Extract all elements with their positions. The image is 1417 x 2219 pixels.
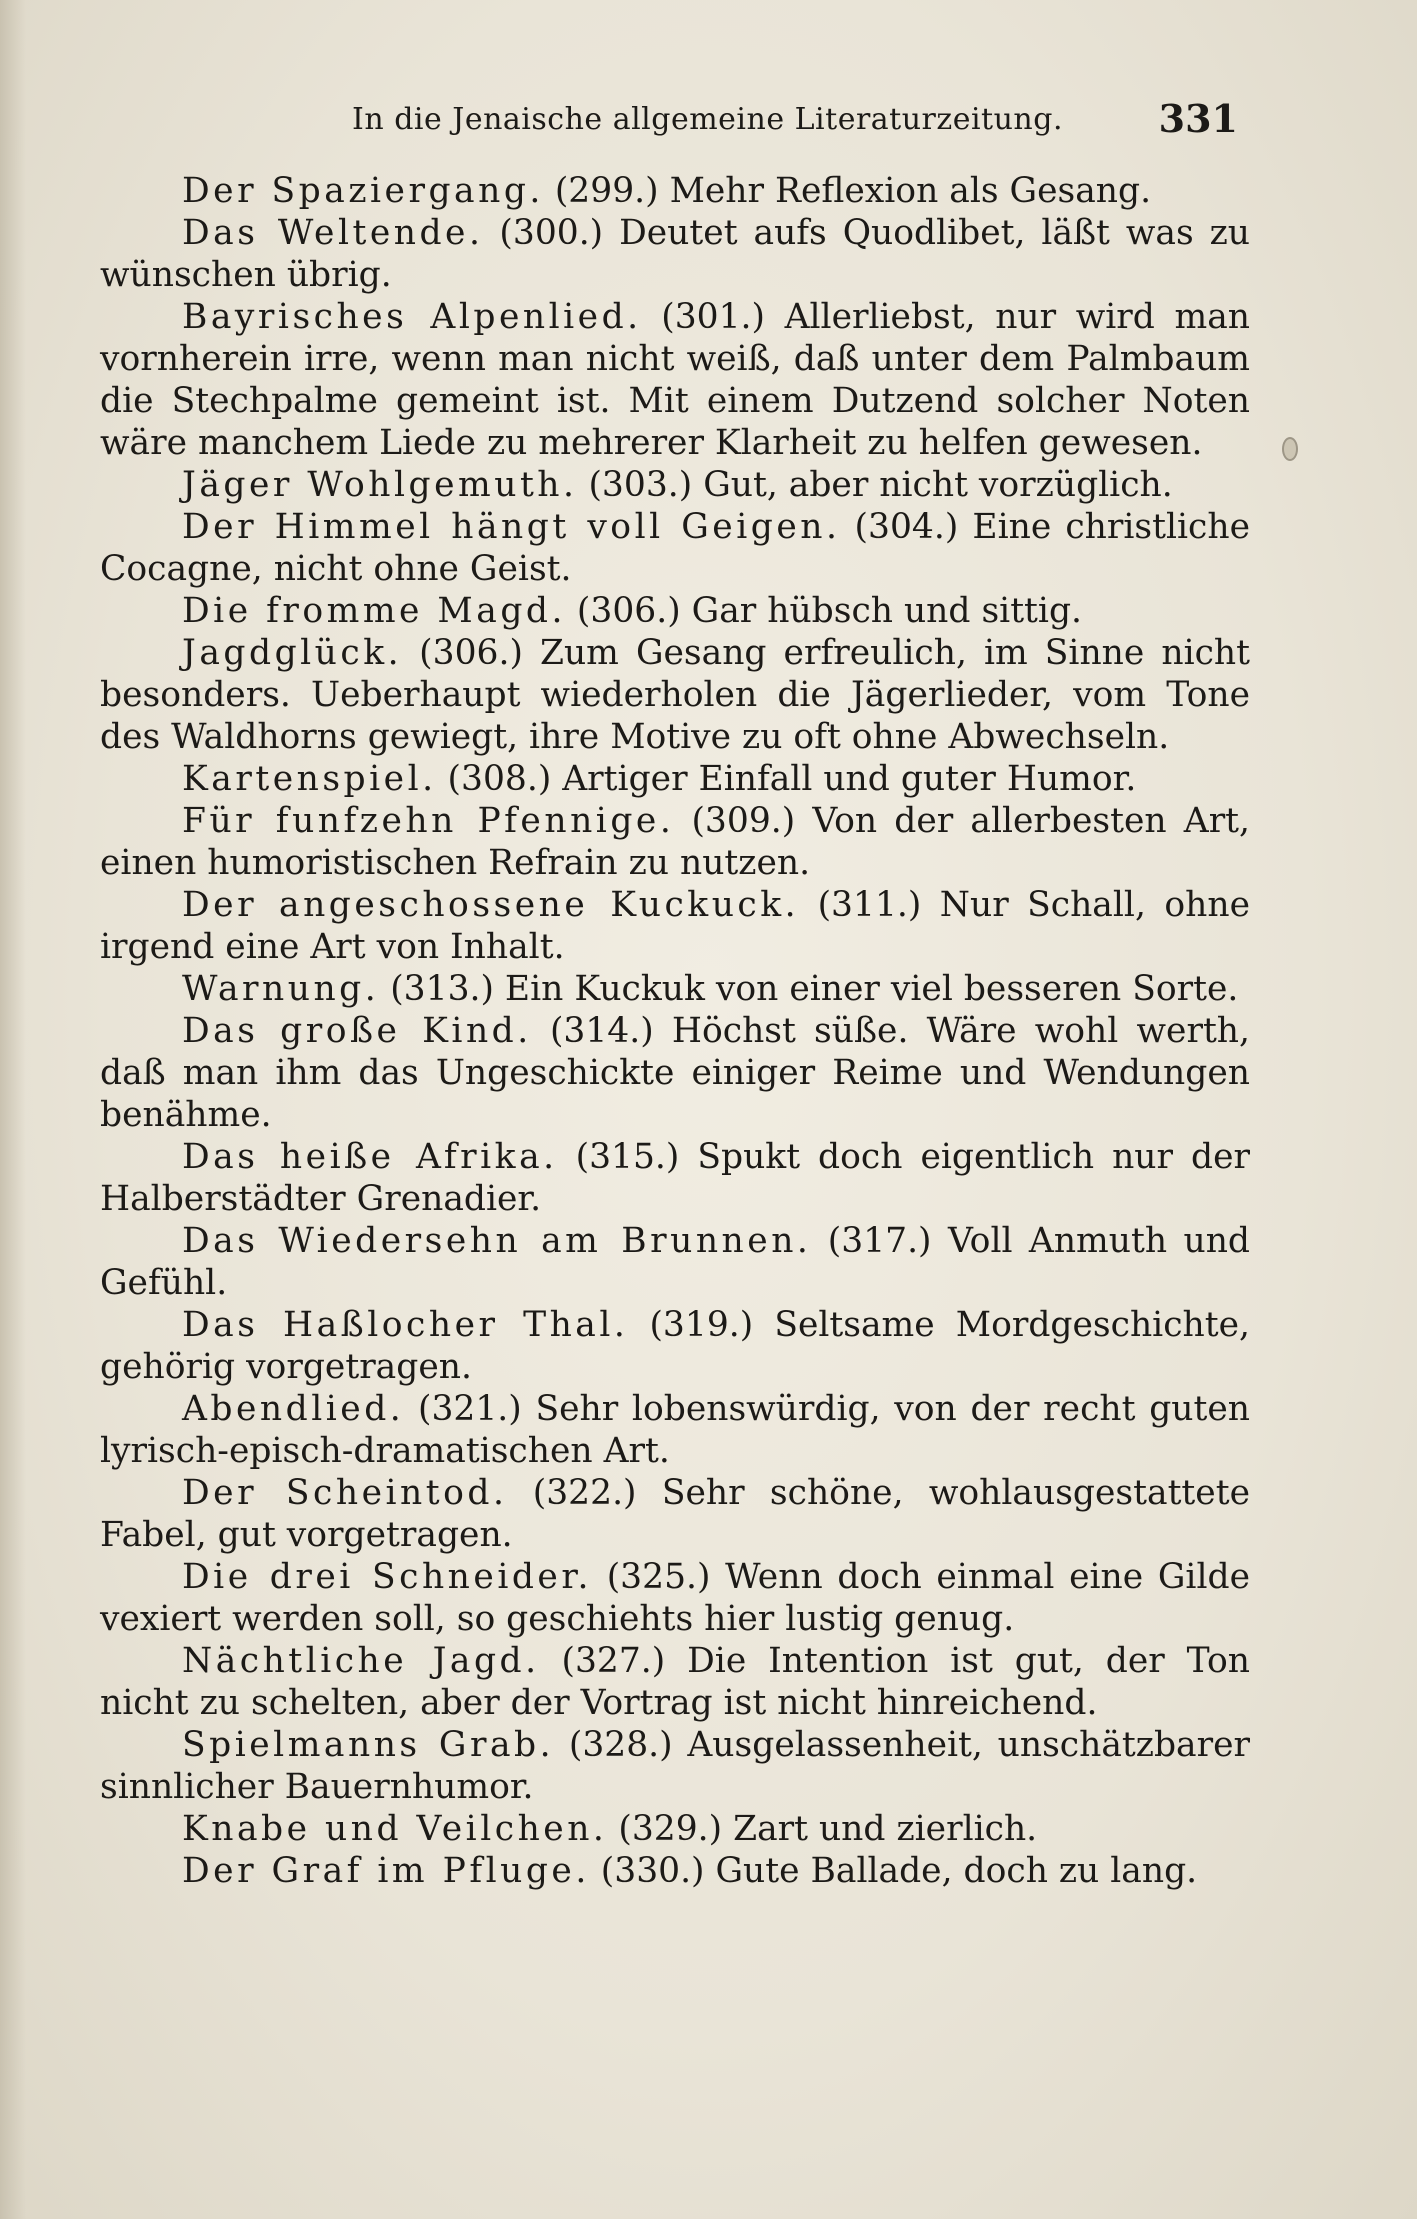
review-text: Allerliebst, nur wird man vornherein irre, wenn man nicht weiß, daß unter dem Palmbaum die Stechpalme gemeint ist. Mit einem Dutzend solcher Noten wäre manchem Liede zu mehrerer Klarheit zu helfen gewesen. xyxy=(100,297,1250,463)
page-reference: (303.) xyxy=(588,465,693,505)
page-number: 331 xyxy=(1158,96,1238,141)
review-entry xyxy=(100,1808,1250,1850)
page-reference: (321.) xyxy=(417,1389,522,1429)
review-text: Wenn doch einmal eine Gilde vexiert werden soll, so geschiehts hier lustig genug. xyxy=(100,1557,1250,1639)
poem-title: Das Wiedersehn am Brunnen. xyxy=(182,1221,812,1261)
review-entry xyxy=(100,1388,1250,1472)
page-reference: (327.) xyxy=(561,1641,666,1681)
page-reference: (301.) xyxy=(661,297,765,337)
poem-title: Kartenspiel. xyxy=(182,759,437,799)
ink-spot-mark xyxy=(1282,437,1298,461)
page-reference: (319.) xyxy=(649,1305,754,1345)
page-reference: (309.) xyxy=(691,801,796,841)
review-entry xyxy=(100,1556,1250,1640)
poem-title: Knabe und Veilchen. xyxy=(182,1809,608,1849)
review-entry xyxy=(100,632,1250,758)
page-reference: (306.) xyxy=(576,591,681,631)
review-text: Höchst süße. Wäre wohl werth, daß man ihm das Ungeschickte einiger Reime und Wendungen benähme. xyxy=(100,1011,1250,1135)
binding-shadow xyxy=(0,0,26,2219)
review-text: Mehr Reflexion als Gesang. xyxy=(669,171,1152,211)
poem-title: Warnung. xyxy=(182,969,380,1009)
review-text: Ein Kuckuk von einer viel besseren Sorte. xyxy=(504,969,1239,1009)
review-text: Artiger Einfall und guter Humor. xyxy=(562,759,1137,799)
page-reference: (322.) xyxy=(532,1473,637,1513)
page-reference: (308.) xyxy=(447,759,552,799)
review-text: Seltsame Mordgeschichte, gehörig vorgetragen. xyxy=(100,1305,1250,1387)
poem-title: Der Himmel hängt voll Geigen. xyxy=(182,507,841,547)
review-text: Die Intention ist gut, der Ton nicht zu schelten, aber der Vortrag ist nicht hinreichend. xyxy=(100,1641,1250,1723)
review-text: Deutet aufs Quodlibet, läßt was zu wünschen übrig. xyxy=(100,213,1251,295)
page-reference: (304.) xyxy=(854,507,959,547)
poem-title: Der Spaziergang. xyxy=(182,171,544,211)
page-reference: (314.) xyxy=(549,1011,654,1051)
poem-title: Spielmanns Grab. xyxy=(182,1725,555,1765)
review-entry xyxy=(100,212,1250,296)
review-text: Gute Ballade, doch zu lang. xyxy=(715,1851,1198,1891)
review-text: Ausgelassenheit, unschätzbarer sinnlicher Bauernhumor. xyxy=(100,1725,1251,1807)
review-text: Spukt doch eigentlich nur der Halberstädter Grenadier. xyxy=(100,1137,1251,1219)
poem-title: Das Weltende. xyxy=(182,213,484,253)
poem-title: Das Haßlocher Thal. xyxy=(182,1305,629,1345)
page-reference: (315.) xyxy=(575,1137,680,1177)
review-entry xyxy=(100,968,1250,1010)
review-text: Gar hübsch und sittig. xyxy=(691,591,1083,631)
running-title: In die Jenaische allgemeine Literaturzeitung. xyxy=(352,102,1063,137)
page-reference: (330.) xyxy=(600,1851,705,1891)
review-entry xyxy=(100,170,1250,212)
review-entry xyxy=(100,1640,1250,1724)
review-entry xyxy=(100,1850,1250,1892)
review-entry xyxy=(100,464,1250,506)
page-reference: (325.) xyxy=(606,1557,711,1597)
poem-title: Für funfzehn Pfennige. xyxy=(182,801,675,841)
review-text: Zum Gesang erfreulich, im Sinne nicht besonders. Ueberhaupt wiederholen die Jägerlieder, vom Tone des Waldhorns gewiegt, ihre Motive zu oft ohne Abwechseln. xyxy=(100,633,1251,757)
review-entry xyxy=(100,590,1250,632)
review-text: Sehr lobenswürdig, von der recht guten lyrisch-episch-dramatischen Art. xyxy=(100,1389,1251,1471)
review-text: Sehr schöne, wohlausgestattete Fabel, gut vorgetragen. xyxy=(100,1473,1250,1555)
poem-title: Nächtliche Jagd. xyxy=(182,1641,540,1681)
poem-title: Das heiße Afrika. xyxy=(182,1137,558,1177)
poem-title: Der angeschossene Kuckuck. xyxy=(182,885,800,925)
review-entries xyxy=(100,170,1250,1892)
review-text: Voll Anmuth und Gefühl. xyxy=(100,1221,1250,1303)
review-entry xyxy=(100,758,1250,800)
poem-title: Die drei Schneider. xyxy=(182,1557,593,1597)
poem-title: Jagdglück. xyxy=(182,633,403,673)
poem-title: Der Graf im Pfluge. xyxy=(182,1851,590,1891)
poem-title: Die fromme Magd. xyxy=(182,591,566,631)
review-entry xyxy=(100,1010,1250,1136)
page-reference: (328.) xyxy=(568,1725,673,1765)
review-entry xyxy=(100,1724,1250,1808)
review-entry xyxy=(100,296,1250,464)
review-entry xyxy=(100,1220,1250,1304)
page-reference: (329.) xyxy=(618,1809,723,1849)
review-entry xyxy=(100,1472,1250,1556)
page-reference: (299.) xyxy=(554,171,659,211)
review-text: Zart und zierlich. xyxy=(733,1809,1038,1849)
review-entry xyxy=(100,884,1250,968)
review-entry xyxy=(100,1304,1250,1388)
review-entry xyxy=(100,800,1250,884)
page-header xyxy=(100,92,1250,152)
review-text: Gut, aber nicht vorzüglich. xyxy=(703,465,1173,505)
review-text: Eine christliche Cocagne, nicht ohne Geist. xyxy=(100,507,1251,589)
poem-title: Bayrisches Alpenlied. xyxy=(182,297,642,337)
poem-title: Der Scheintod. xyxy=(182,1473,508,1513)
poem-title: Das große Kind. xyxy=(182,1011,532,1051)
review-text: Von der allerbesten Art, einen humoristischen Refrain zu nutzen. xyxy=(100,801,1251,883)
page-reference: (313.) xyxy=(390,969,494,1009)
page-reference: (317.) xyxy=(827,1221,932,1261)
page-reference: (311.) xyxy=(817,885,922,925)
review-entry xyxy=(100,1136,1250,1220)
page-reference: (300.) xyxy=(499,213,604,253)
review-text: Nur Schall, ohne irgend eine Art von Inhalt. xyxy=(100,885,1250,967)
poem-title: Abendlied. xyxy=(182,1389,405,1429)
review-entry xyxy=(100,506,1250,590)
page-reference: (306.) xyxy=(419,633,523,673)
poem-title: Jäger Wohlgemuth. xyxy=(182,465,578,505)
